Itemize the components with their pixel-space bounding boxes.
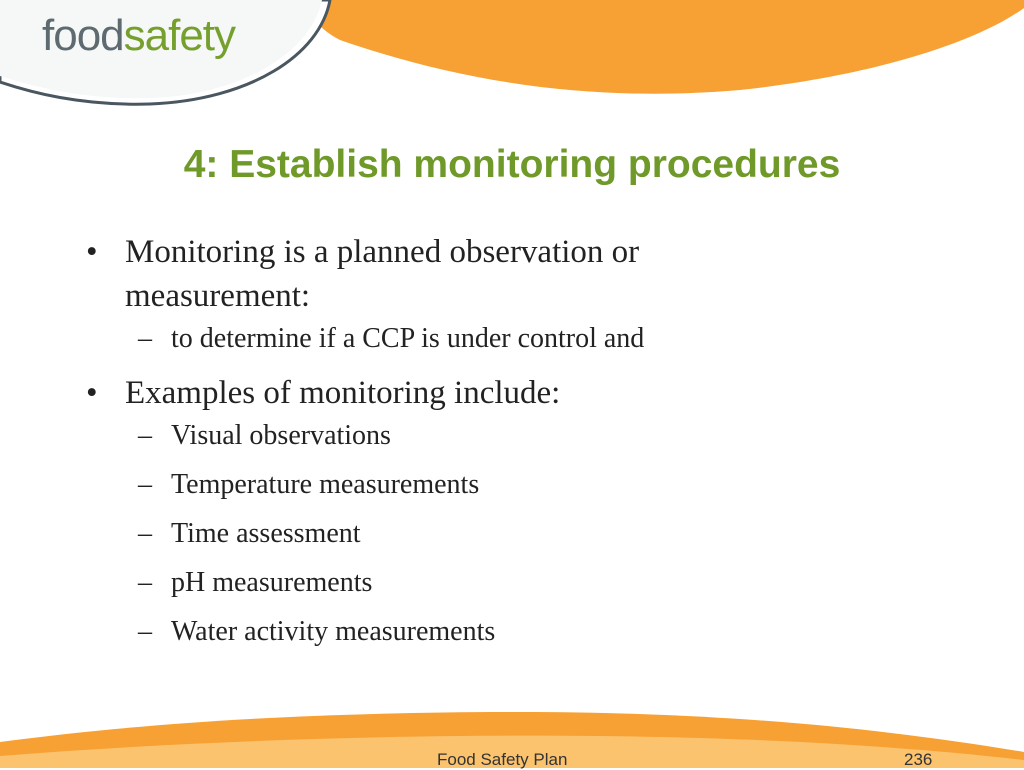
dash-mark: –	[138, 323, 152, 354]
subitem-visual-observations	[86, 419, 806, 453]
logo-food: food	[42, 11, 124, 60]
slide-footer	[0, 749, 1024, 768]
page-number: 236	[904, 750, 933, 769]
dash-mark: –	[138, 518, 152, 549]
dash-mark: –	[138, 567, 152, 598]
dash-mark: –	[138, 469, 152, 500]
foodsafety-logo	[42, 11, 236, 60]
top-orange-swoosh	[300, 0, 1024, 94]
subitem-water-activity	[86, 615, 806, 649]
subitem-text: pH measurements	[171, 567, 373, 598]
subitem-text: Visual observations	[171, 420, 391, 451]
logo-safety: safety	[123, 11, 236, 60]
dash-mark: –	[138, 616, 152, 647]
subitem-text: Water activity measurements	[171, 616, 496, 647]
subitem-time-assessment	[86, 517, 806, 551]
bullet-mark: •	[86, 234, 98, 270]
slide-title: 4: Establish monitoring procedures	[183, 143, 841, 186]
bullet-monitoring-examples	[86, 371, 806, 415]
slide-content	[86, 230, 806, 664]
bullet-monitoring-definition	[86, 230, 806, 318]
subitem-text: Temperature measurements	[171, 469, 480, 500]
subitem-ccp-control	[86, 322, 806, 356]
footer-text: Food Safety Plan	[437, 750, 568, 769]
subitem-ph-measurements	[86, 566, 806, 600]
bullet-text: Examples of monitoring include:	[125, 375, 561, 411]
subitem-temperature-measurements	[86, 468, 806, 502]
bullet-mark: •	[86, 375, 98, 411]
subitem-text: to determine if a CCP is under control and	[171, 323, 645, 354]
dash-mark: –	[138, 420, 152, 451]
subitem-text: Time assessment	[171, 518, 361, 549]
bullet-text: Monitoring is a planned observation or measurement:	[125, 234, 640, 314]
